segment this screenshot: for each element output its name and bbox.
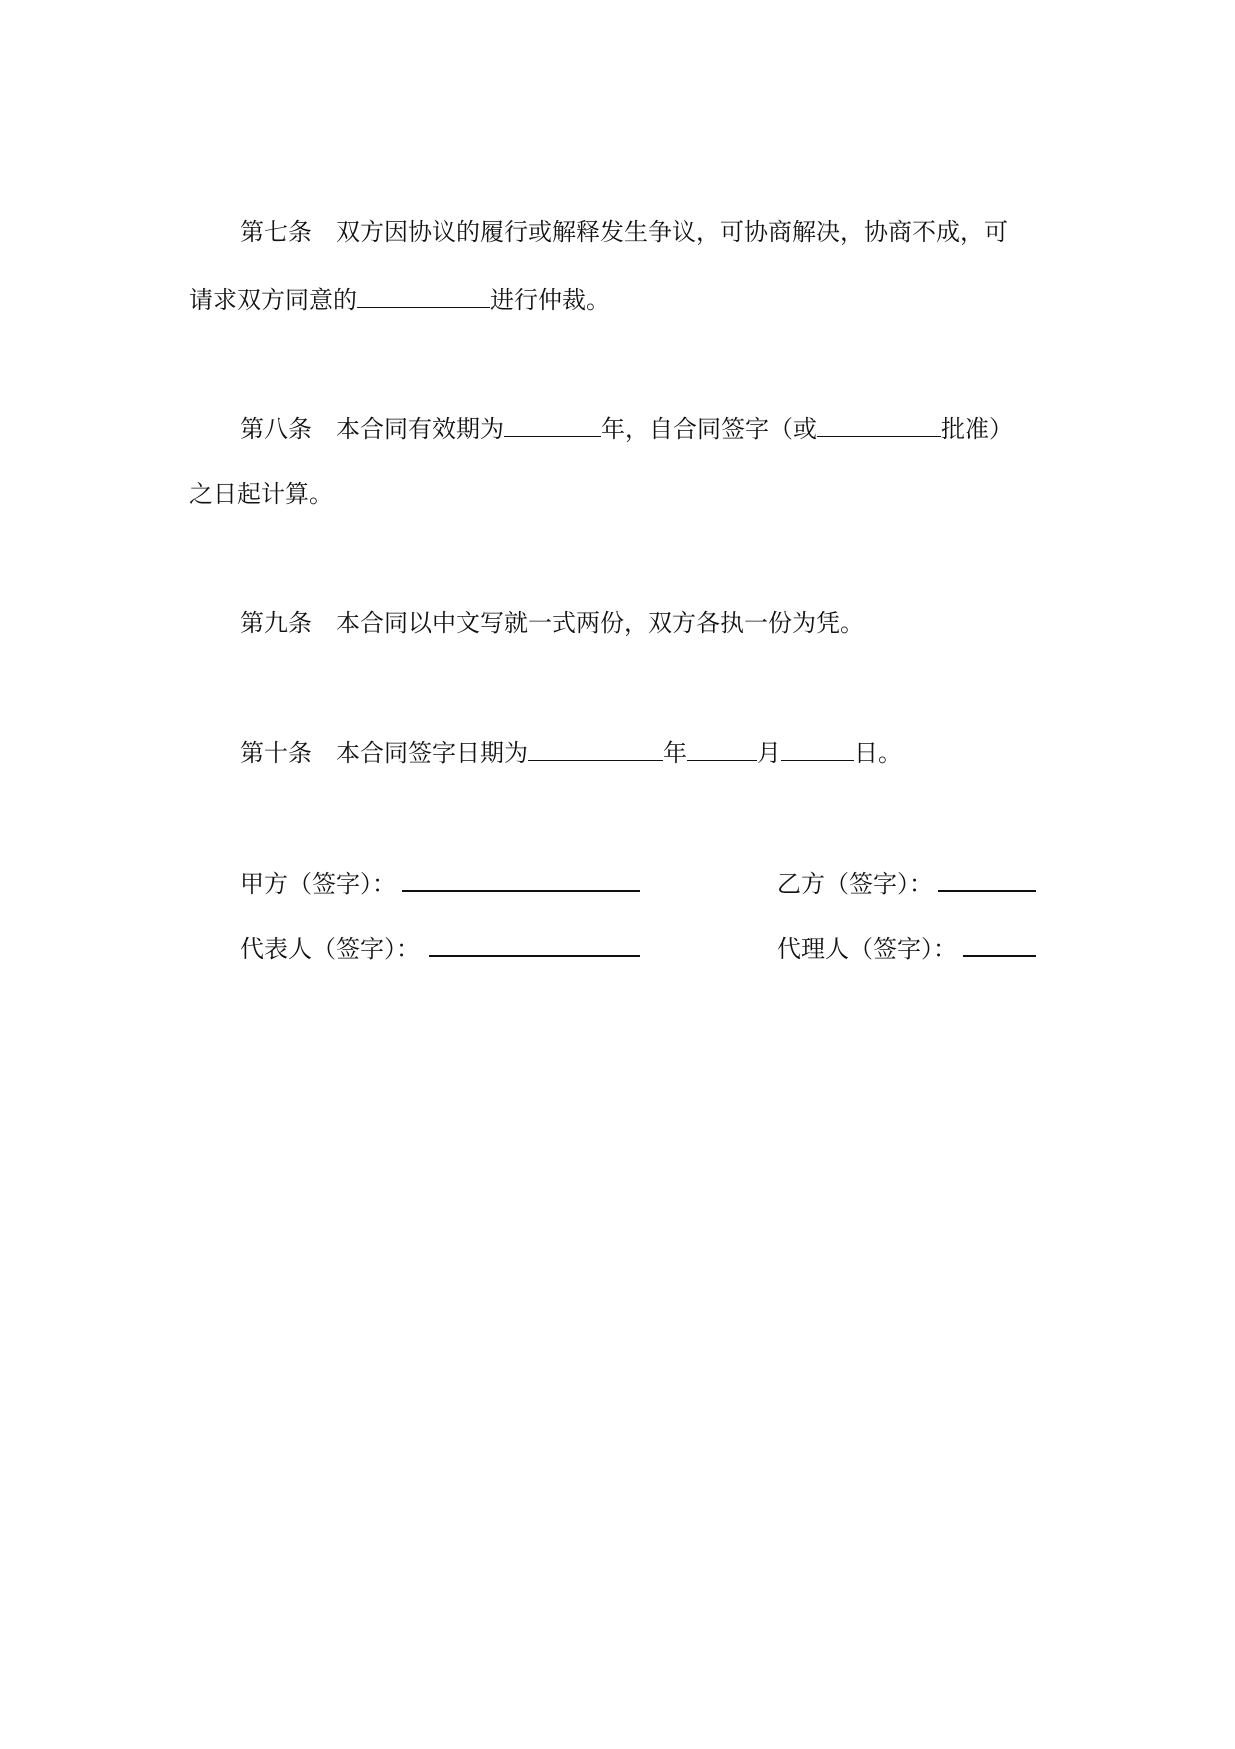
day-label: 日。 [854, 739, 902, 767]
agent-signature [777, 931, 1036, 965]
article-8-line-1 [240, 412, 1013, 445]
article-10-label: 第十条 [240, 739, 312, 767]
arbitration-body-blank[interactable] [357, 283, 490, 308]
article-8-text-a: 本合同有效期为 [336, 415, 504, 443]
party-a-label: 甲方（签字）： [240, 870, 396, 898]
article-7-text: 双方因协议的履行或解释发生争议，可协商解决，协商不成，可 [336, 218, 1008, 246]
representative-signature [240, 931, 640, 965]
party-b-signature [777, 866, 1036, 900]
article-9-text: 本合同以中文写就一式两份，双方各执一份为凭。 [336, 609, 864, 637]
sign-year-blank[interactable] [528, 736, 663, 761]
article-7-line-1 [240, 216, 1008, 248]
sign-month-blank[interactable] [687, 736, 757, 761]
year-label: 年 [663, 739, 687, 767]
article-7-text-prefix: 请求双方同意的 [189, 286, 357, 314]
agent-label: 代理人（签字）： [777, 935, 957, 963]
party-a-signature [240, 866, 640, 900]
agent-signature-line[interactable] [963, 931, 1036, 957]
article-7-line-2 [189, 283, 610, 316]
article-8-text-c: 批准） [941, 415, 1013, 443]
article-9 [240, 607, 864, 639]
approval-authority-blank[interactable] [817, 412, 941, 437]
article-7-text-suffix: 进行仲裁。 [490, 286, 610, 314]
article-9-label: 第九条 [240, 609, 312, 637]
article-10 [240, 736, 902, 769]
sign-day-blank[interactable] [781, 736, 854, 761]
party-a-signature-line[interactable] [402, 866, 640, 892]
article-8-label: 第八条 [240, 415, 312, 443]
article-8-text-line2: 之日起计算。 [189, 480, 333, 508]
party-b-signature-line[interactable] [938, 866, 1036, 892]
article-8-text-b: 年，自合同签字（或 [601, 415, 817, 443]
validity-years-blank[interactable] [504, 412, 601, 437]
article-8-line-2 [189, 478, 333, 510]
month-label: 月 [757, 739, 781, 767]
representative-signature-line[interactable] [429, 931, 640, 957]
representative-label: 代表人（签字）： [240, 935, 420, 963]
article-10-text: 本合同签字日期为 [336, 739, 528, 767]
party-b-label: 乙方（签字）： [777, 870, 933, 898]
article-7-label: 第七条 [240, 218, 312, 246]
